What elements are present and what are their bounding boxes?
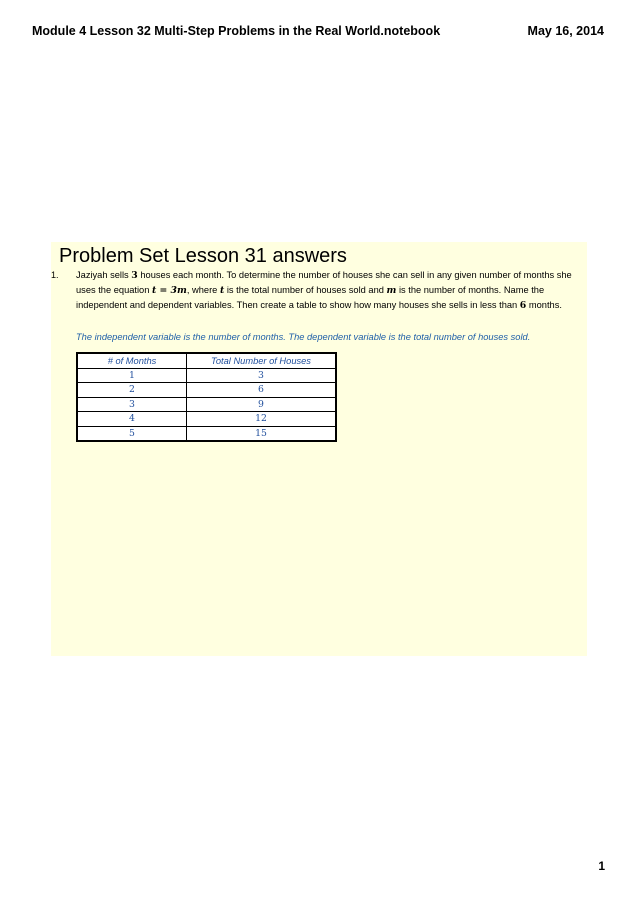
table-header-row [77,353,336,368]
question-part: Jaziyah sells [76,270,132,280]
table-cell-months: 2 [77,383,187,398]
question-part: , where [186,285,220,296]
houses-table [76,352,337,442]
question-number: 1. [51,270,59,280]
page-number: 1 [598,859,605,873]
page-date: May 16, 2014 [527,24,604,38]
question-number-value: 6 [519,300,527,312]
table-cell-months: 1 [77,368,187,383]
question-part: is the total number of houses sold and [224,285,387,296]
equation: t = 3m [151,285,187,297]
slide-title: Problem Set Lesson 31 answers [59,245,347,267]
table-cell-houses: 9 [187,397,337,412]
table-row [77,368,336,383]
variable-t: t [219,285,225,297]
table-row [77,426,336,441]
question-part: is the number of months. Name the independent and dependent variables. Then create a table to show how many houses she sells in less than [76,285,545,311]
table-row [77,383,336,398]
table-cell-houses: 6 [187,383,337,398]
question-text [76,268,588,314]
column-header-houses: Total Number of Houses [187,353,337,368]
table-cell-months: 4 [77,412,187,427]
notebook-title: Module 4 Lesson 32 Multi-Step Problems in the Real World.notebook [32,24,441,38]
notebook-slide-panel [51,242,587,656]
table-row [77,397,336,412]
table-cell-houses: 15 [187,426,337,441]
variable-m: m [386,285,397,297]
question-number-value: 3 [131,270,138,281]
answer-text: The independent variable is the number of months. The dependent variable is the total number of houses sold. [76,332,531,342]
table-cell-houses: 3 [187,368,337,383]
table-cell-houses: 12 [187,412,337,427]
table-cell-months: 5 [77,426,187,441]
table-cell-months: 3 [77,397,187,412]
question-part: months. [526,300,562,311]
column-header-months: # of Months [77,353,187,368]
question-part: houses each month. To determine the number of houses she can sell in any given number of months she uses the equation [76,270,572,296]
table-row [77,412,336,427]
